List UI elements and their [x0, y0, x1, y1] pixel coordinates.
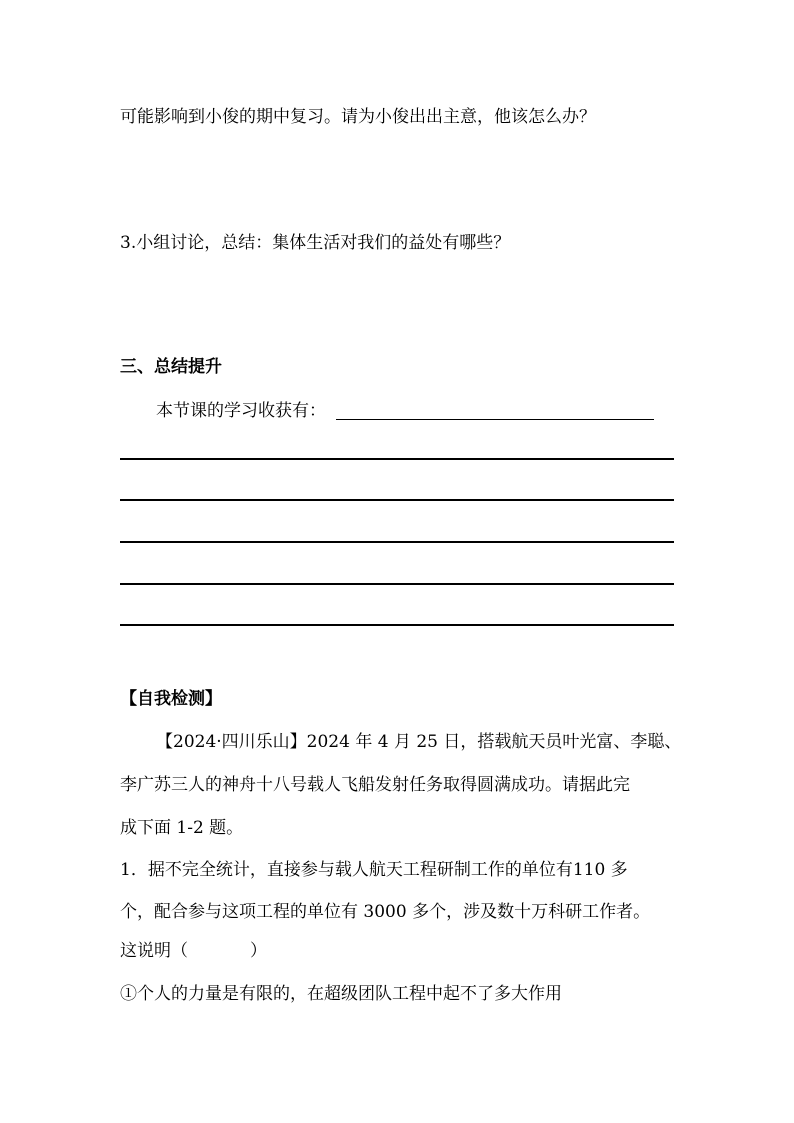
- q2-continuation: 可能影响到小俊的期中复习。请为小俊出出主意，他该怎么办？: [120, 107, 596, 127]
- section3-prompt-row: [156, 400, 654, 422]
- answer-line-4[interactable]: [120, 583, 674, 585]
- q1-ask-prefix: 这说明（: [120, 941, 188, 961]
- answer-line-2[interactable]: [120, 499, 674, 501]
- self-check-intro-line-2: 李广苏三人的神舟十八号载人飞船发射任务取得圆满成功。请据此完: [120, 775, 630, 795]
- self-check-intro-line-1: 【2024·四川乐山】2024 年 4 月 25 日，搭载航天员叶光富、李聪、: [156, 732, 682, 752]
- section3-heading: 三、总结提升: [120, 357, 222, 377]
- self-check-intro-line-3: 成下面 1-2 题。: [120, 818, 244, 838]
- q1-option-1: ①个人的力量是有限的，在超级团队工程中起不了多大作用: [120, 984, 562, 1004]
- q1-ask-row: [120, 940, 267, 962]
- answer-line-1[interactable]: [120, 458, 674, 460]
- answer-line-5[interactable]: [120, 624, 674, 626]
- q3-question: 3.小组讨论，总结：集体生活对我们的益处有哪些？: [120, 233, 511, 253]
- q1-ask-suffix: ）: [250, 941, 267, 961]
- self-check-heading: 【自我检测】: [120, 689, 222, 709]
- q1-line-1: 1．据不完全统计，直接参与载人航天工程研制工作的单位有110 多: [120, 860, 628, 880]
- q1-line-2: 个，配合参与这项工程的单位有 3000 多个，涉及数十万科研工作者。: [120, 902, 651, 922]
- answer-blank-inline[interactable]: [336, 419, 654, 420]
- answer-line-3[interactable]: [120, 541, 674, 543]
- section3-prompt: 本节课的学习收获有：: [156, 401, 326, 421]
